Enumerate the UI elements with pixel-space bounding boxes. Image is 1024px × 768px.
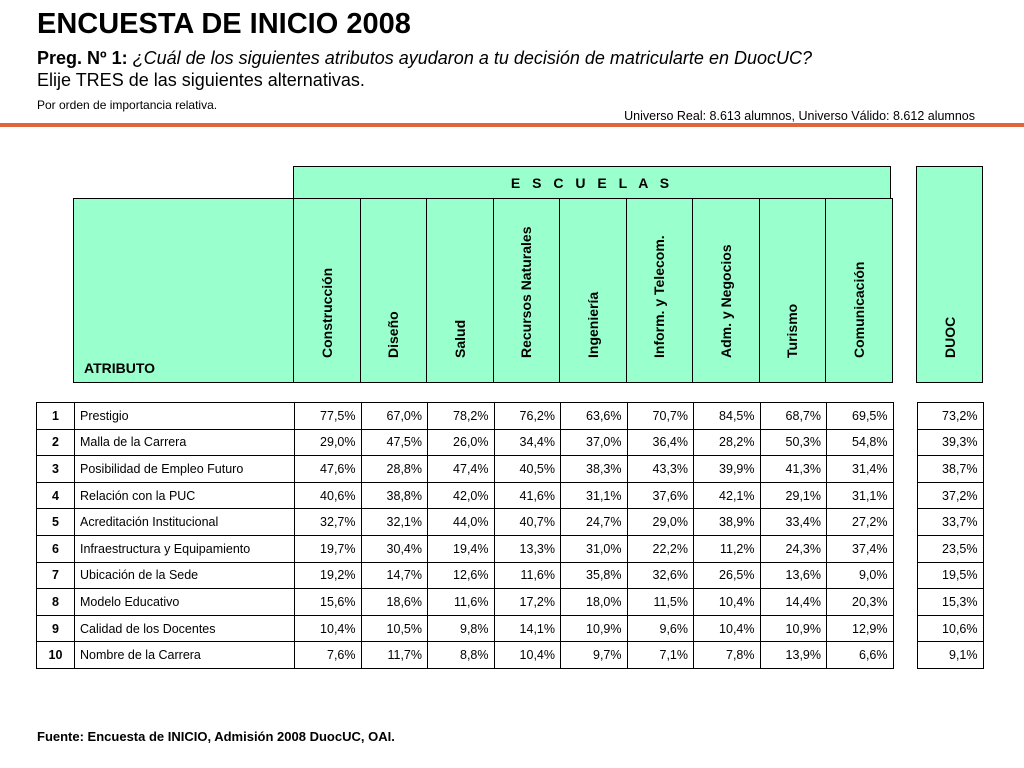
duoc-value-cell: 39,3% xyxy=(917,429,983,456)
order-note: Por orden de importancia relativa. xyxy=(37,98,218,112)
question-label: Preg. Nº 1: xyxy=(37,48,128,68)
value-cell: 47,5% xyxy=(361,429,428,456)
universe-note: Universo Real: 8.613 alumnos, Universo Válido: 8.612 alumnos xyxy=(624,109,975,123)
value-cell: 19,2% xyxy=(295,562,362,589)
value-cell: 17,2% xyxy=(494,589,561,616)
value-cell: 35,8% xyxy=(561,562,628,589)
spacer-cell xyxy=(893,535,917,562)
value-cell: 12,9% xyxy=(827,615,894,642)
value-cell: 10,9% xyxy=(760,615,827,642)
school-header: Turismo xyxy=(784,303,801,358)
school-header: Ingeniería xyxy=(584,291,601,358)
value-cell: 13,6% xyxy=(760,562,827,589)
value-cell: 47,6% xyxy=(295,456,362,483)
attribute-cell: Relación con la PUC xyxy=(75,482,295,509)
duoc-value-cell: 10,6% xyxy=(917,615,983,642)
school-header: Adm. y Negocios xyxy=(717,244,734,358)
value-cell: 10,4% xyxy=(295,615,362,642)
duoc-value-cell: 19,5% xyxy=(917,562,983,589)
value-cell: 11,5% xyxy=(627,589,694,616)
value-cell: 34,4% xyxy=(494,429,561,456)
value-cell: 11,6% xyxy=(428,589,495,616)
value-cell: 14,7% xyxy=(361,562,428,589)
rank-cell: 8 xyxy=(37,589,75,616)
value-cell: 32,1% xyxy=(361,509,428,536)
value-cell: 44,0% xyxy=(428,509,495,536)
value-cell: 47,4% xyxy=(428,456,495,483)
divider-rule xyxy=(0,123,1024,127)
school-header: Comunicación xyxy=(850,261,867,358)
value-cell: 9,7% xyxy=(561,642,628,669)
attribute-cell: Infraestructura y Equipamiento xyxy=(75,535,295,562)
value-cell: 10,5% xyxy=(361,615,428,642)
duoc-value-cell: 9,1% xyxy=(917,642,983,669)
question-text: ¿Cuál de los siguientes atributos ayudaron a tu decisión de matricularte en DuocUC? xyxy=(132,48,812,68)
rank-cell: 5 xyxy=(37,509,75,536)
table-row xyxy=(37,642,984,669)
value-cell: 13,9% xyxy=(760,642,827,669)
value-cell: 11,6% xyxy=(494,562,561,589)
value-cell: 29,0% xyxy=(627,509,694,536)
attribute-cell: Modelo Educativo xyxy=(75,589,295,616)
page-title: ENCUESTA DE INICIO 2008 xyxy=(37,8,411,40)
value-cell: 7,1% xyxy=(627,642,694,669)
spacer-cell xyxy=(893,482,917,509)
value-cell: 40,5% xyxy=(494,456,561,483)
school-header: Inform. y Telecom. xyxy=(651,235,668,358)
value-cell: 54,8% xyxy=(827,429,894,456)
attribute-cell: Calidad de los Docentes xyxy=(75,615,295,642)
value-cell: 31,4% xyxy=(827,456,894,483)
question-block xyxy=(37,47,812,91)
value-cell: 38,9% xyxy=(694,509,761,536)
value-cell: 37,4% xyxy=(827,535,894,562)
value-cell: 10,4% xyxy=(494,642,561,669)
value-cell: 78,2% xyxy=(428,403,495,430)
rank-cell: 4 xyxy=(37,482,75,509)
attribute-header-cell xyxy=(73,198,294,383)
value-cell: 22,2% xyxy=(627,535,694,562)
spacer-cell xyxy=(893,615,917,642)
attribute-cell: Malla de la Carrera xyxy=(75,429,295,456)
duoc-value-cell: 15,3% xyxy=(917,589,983,616)
attribute-cell: Posibilidad de Empleo Futuro xyxy=(75,456,295,483)
school-header-cell xyxy=(559,198,627,383)
school-header: Diseño xyxy=(385,311,402,358)
value-cell: 32,6% xyxy=(627,562,694,589)
rank-cell: 9 xyxy=(37,615,75,642)
value-cell: 38,8% xyxy=(361,482,428,509)
value-cell: 69,5% xyxy=(827,403,894,430)
value-cell: 63,6% xyxy=(561,403,628,430)
attribute-header: ATRIBUTO xyxy=(84,360,156,376)
value-cell: 8,8% xyxy=(428,642,495,669)
table-row xyxy=(37,535,984,562)
spacer-cell xyxy=(893,456,917,483)
duoc-value-cell: 23,5% xyxy=(917,535,983,562)
value-cell: 37,0% xyxy=(561,429,628,456)
results-table xyxy=(36,402,984,669)
school-header: Recursos Naturales xyxy=(518,226,535,358)
source-note: Fuente: Encuesta de INICIO, Admisión 2008 DuocUC, OAI. xyxy=(37,729,395,744)
value-cell: 11,2% xyxy=(694,535,761,562)
value-cell: 24,3% xyxy=(760,535,827,562)
value-cell: 24,7% xyxy=(561,509,628,536)
value-cell: 18,6% xyxy=(361,589,428,616)
school-header-cell xyxy=(692,198,760,383)
value-cell: 50,3% xyxy=(760,429,827,456)
spacer-cell xyxy=(893,429,917,456)
duoc-value-cell: 37,2% xyxy=(917,482,983,509)
duoc-value-cell: 73,2% xyxy=(917,403,983,430)
value-cell: 12,6% xyxy=(428,562,495,589)
value-cell: 42,1% xyxy=(694,482,761,509)
value-cell: 70,7% xyxy=(627,403,694,430)
value-cell: 10,4% xyxy=(694,589,761,616)
table-row xyxy=(37,429,984,456)
value-cell: 7,6% xyxy=(295,642,362,669)
value-cell: 10,4% xyxy=(694,615,761,642)
duoc-value-cell: 33,7% xyxy=(917,509,983,536)
spacer-cell xyxy=(893,403,917,430)
value-cell: 28,2% xyxy=(694,429,761,456)
school-header-cell xyxy=(759,198,827,383)
school-header-cell xyxy=(426,198,494,383)
value-cell: 40,6% xyxy=(295,482,362,509)
value-cell: 20,3% xyxy=(827,589,894,616)
duoc-header: DUOC xyxy=(941,316,958,358)
value-cell: 27,2% xyxy=(827,509,894,536)
value-cell: 14,1% xyxy=(494,615,561,642)
value-cell: 42,0% xyxy=(428,482,495,509)
school-header-cell xyxy=(293,198,361,383)
value-cell: 13,3% xyxy=(494,535,561,562)
value-cell: 19,7% xyxy=(295,535,362,562)
value-cell: 37,6% xyxy=(627,482,694,509)
instruction-text: Elije TRES de las siguientes alternativas. xyxy=(37,70,365,90)
value-cell: 68,7% xyxy=(760,403,827,430)
value-cell: 14,4% xyxy=(760,589,827,616)
value-cell: 18,0% xyxy=(561,589,628,616)
school-header-cell xyxy=(360,198,428,383)
rank-cell: 7 xyxy=(37,562,75,589)
value-cell: 31,1% xyxy=(827,482,894,509)
value-cell: 26,0% xyxy=(428,429,495,456)
school-header-cell xyxy=(626,198,694,383)
table-row xyxy=(37,403,984,430)
value-cell: 28,8% xyxy=(361,456,428,483)
value-cell: 11,7% xyxy=(361,642,428,669)
rank-cell: 6 xyxy=(37,535,75,562)
attribute-cell: Prestigio xyxy=(75,403,295,430)
value-cell: 15,6% xyxy=(295,589,362,616)
value-cell: 41,6% xyxy=(494,482,561,509)
schools-group-header: E S C U E L A S xyxy=(293,166,891,199)
value-cell: 39,9% xyxy=(694,456,761,483)
value-cell: 7,8% xyxy=(694,642,761,669)
spacer-cell xyxy=(893,562,917,589)
spacer-cell xyxy=(893,589,917,616)
table-row xyxy=(37,615,984,642)
value-cell: 26,5% xyxy=(694,562,761,589)
rank-cell: 1 xyxy=(37,403,75,430)
school-header-cell xyxy=(493,198,561,383)
value-cell: 84,5% xyxy=(694,403,761,430)
value-cell: 32,7% xyxy=(295,509,362,536)
table-row xyxy=(37,509,984,536)
school-header: Construcción xyxy=(318,267,335,358)
value-cell: 67,0% xyxy=(361,403,428,430)
value-cell: 6,6% xyxy=(827,642,894,669)
value-cell: 31,0% xyxy=(561,535,628,562)
table-row xyxy=(37,482,984,509)
value-cell: 9,0% xyxy=(827,562,894,589)
value-cell: 30,4% xyxy=(361,535,428,562)
value-cell: 19,4% xyxy=(428,535,495,562)
school-header: Salud xyxy=(451,319,468,358)
value-cell: 41,3% xyxy=(760,456,827,483)
attribute-cell: Nombre de la Carrera xyxy=(75,642,295,669)
value-cell: 38,3% xyxy=(561,456,628,483)
rank-cell: 3 xyxy=(37,456,75,483)
value-cell: 76,2% xyxy=(494,403,561,430)
table-row xyxy=(37,456,984,483)
duoc-header-cell xyxy=(916,166,983,383)
value-cell: 9,8% xyxy=(428,615,495,642)
value-cell: 10,9% xyxy=(561,615,628,642)
value-cell: 31,1% xyxy=(561,482,628,509)
school-header-cell xyxy=(825,198,893,383)
attribute-cell: Acreditación Institucional xyxy=(75,509,295,536)
table-row xyxy=(37,562,984,589)
value-cell: 36,4% xyxy=(627,429,694,456)
value-cell: 29,0% xyxy=(295,429,362,456)
spacer-cell xyxy=(893,509,917,536)
rank-cell: 10 xyxy=(37,642,75,669)
value-cell: 40,7% xyxy=(494,509,561,536)
value-cell: 33,4% xyxy=(760,509,827,536)
spacer-cell xyxy=(893,642,917,669)
attribute-cell: Ubicación de la Sede xyxy=(75,562,295,589)
value-cell: 29,1% xyxy=(760,482,827,509)
table-row xyxy=(37,589,984,616)
value-cell: 9,6% xyxy=(627,615,694,642)
value-cell: 43,3% xyxy=(627,456,694,483)
rank-cell: 2 xyxy=(37,429,75,456)
value-cell: 77,5% xyxy=(295,403,362,430)
duoc-value-cell: 38,7% xyxy=(917,456,983,483)
